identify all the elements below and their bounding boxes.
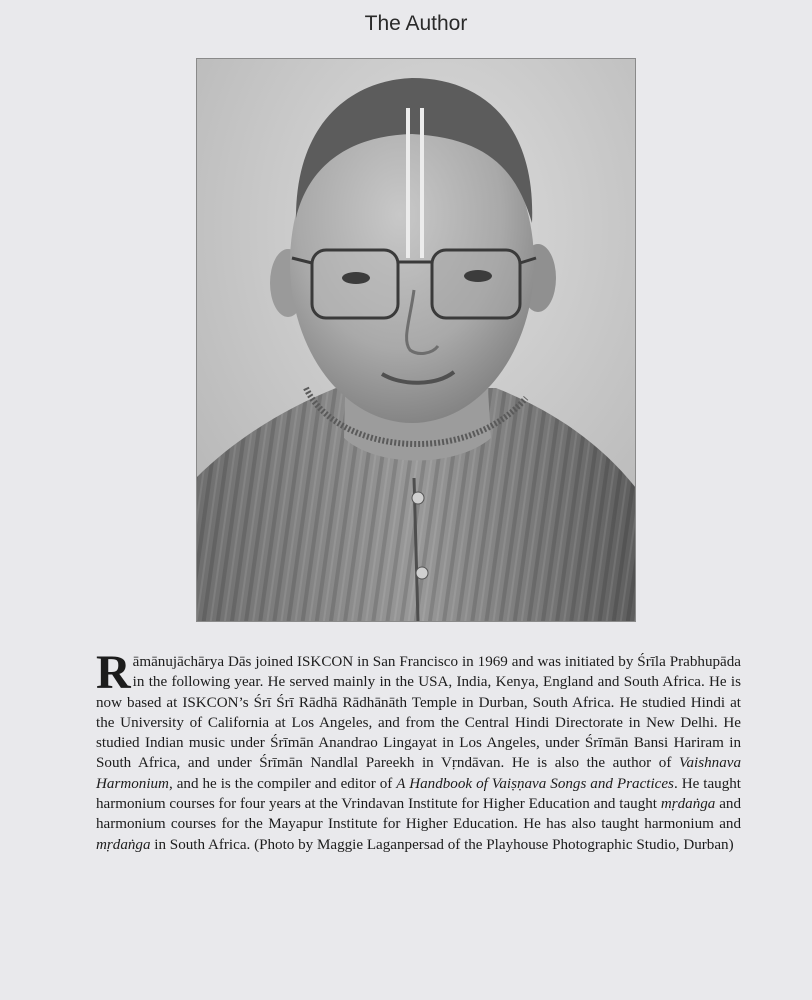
bio-text-part-2: , and he is the compiler and editor of bbox=[168, 775, 397, 792]
bio-text-part-1: joined ISKCON in San Francisco in 1969 and was initiated by Śrīla Prabhupāda in the following year. He served mainly in the USA, India, Kenya, England and South Africa. He is now based at ISKCON’s Śrī Śrī Rādhā Rādhānāth Temple in Durban, South Africa. He studied Hindi at the University of California at Los Angeles, and from the Central Hindi Directorate in New Delhi. He studied Indian music under Śrīmān Anandrao Lingayat in Los Angeles, under Śrīmān Bansi Hariram in South Africa, and under Śrīmān Nandlal Pareekh in Vṛndāvan. He is also the author of bbox=[96, 654, 741, 772]
page-title: The Author bbox=[364, 12, 468, 35]
bio-text-part-4: and harmonium courses for the Mayapur Institute for Higher Education. He has also taught harmonium and bbox=[96, 796, 741, 833]
author-portrait-photo bbox=[196, 58, 636, 622]
bio-text-part-5: in South Africa. (Photo by Maggie Laganpersad of the Playhouse Photographic Studio, Durban) bbox=[150, 836, 734, 853]
bio-text-part-3: . He taught harmonium courses for four years at the Vrindavan Institute for Higher Education and taught bbox=[96, 775, 741, 813]
term-mrdanga: mṛdaṅga bbox=[660, 796, 716, 813]
bio-dropcap: R bbox=[96, 646, 131, 699]
book-title-handbook: A Handbook of Vaiṣṇava Songs and Practices bbox=[396, 775, 674, 792]
author-name: āmānujāchārya Dās bbox=[132, 654, 252, 670]
author-biography bbox=[96, 646, 741, 855]
term-mrdanga: mṛdaṅga bbox=[96, 836, 151, 853]
book-title-vaishnava-harmonium: Vaishnava Harmonium bbox=[96, 755, 741, 792]
